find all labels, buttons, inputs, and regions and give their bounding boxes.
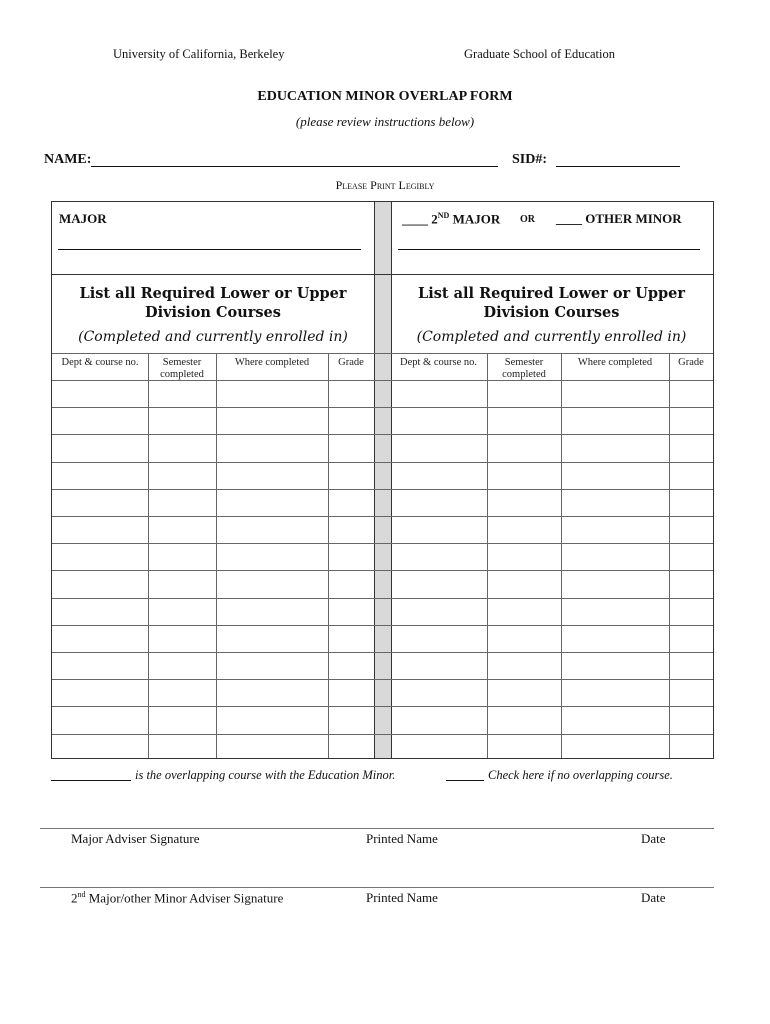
row-line bbox=[52, 598, 713, 599]
right-title-line1: List all Required Lower or Upper bbox=[418, 285, 685, 302]
second-major-blank: ____ bbox=[402, 211, 428, 227]
left-semester-cell[interactable] bbox=[149, 627, 215, 650]
left-dept-cell[interactable] bbox=[53, 654, 147, 677]
row-line bbox=[52, 380, 713, 381]
date-label-2: Date bbox=[641, 890, 666, 905]
right-semester-cell[interactable] bbox=[488, 545, 560, 568]
left-dept-cell[interactable] bbox=[53, 736, 147, 759]
left-grade-cell[interactable] bbox=[329, 409, 373, 432]
left-dept-cell[interactable] bbox=[53, 518, 147, 541]
right-grade-cell[interactable] bbox=[670, 491, 712, 514]
left-dept-cell[interactable] bbox=[53, 572, 147, 595]
left-col-semester: Semester completed bbox=[160, 357, 204, 380]
right-grade-cell[interactable] bbox=[670, 382, 712, 405]
right-where-cell[interactable] bbox=[562, 654, 668, 677]
right-grade-cell[interactable] bbox=[670, 600, 712, 623]
right-col-dept: Dept & course no. bbox=[400, 357, 477, 368]
right-where-cell[interactable] bbox=[562, 491, 668, 514]
left-semester-cell[interactable] bbox=[149, 464, 215, 487]
left-where-cell[interactable] bbox=[217, 409, 327, 432]
left-grade-cell[interactable] bbox=[329, 600, 373, 623]
no-overlap-text: Check here if no overlapping course. bbox=[488, 768, 673, 782]
left-grade-cell[interactable] bbox=[329, 518, 373, 541]
left-semester-cell[interactable] bbox=[149, 436, 215, 459]
row-line bbox=[52, 625, 713, 626]
right-where-cell[interactable] bbox=[562, 600, 668, 623]
second-major-label: MAJOR bbox=[449, 211, 501, 227]
left-dept-cell[interactable] bbox=[53, 681, 147, 704]
left-where-cell[interactable] bbox=[217, 382, 327, 405]
right-grade-cell[interactable] bbox=[670, 409, 712, 432]
right-semester-cell[interactable] bbox=[488, 736, 560, 759]
name-label: NAME: bbox=[44, 152, 92, 167]
left-where-cell[interactable] bbox=[217, 708, 327, 731]
right-where-cell[interactable] bbox=[562, 572, 668, 595]
right-col-semester: Semester completed bbox=[502, 357, 546, 380]
left-semester-cell[interactable] bbox=[149, 708, 215, 731]
left-where-cell[interactable] bbox=[217, 545, 327, 568]
major-label: MAJOR bbox=[59, 211, 107, 226]
right-dept-cell[interactable] bbox=[391, 736, 486, 759]
right-dept-cell[interactable] bbox=[391, 518, 486, 541]
right-grade-cell[interactable] bbox=[670, 572, 712, 595]
left-dept-cell[interactable] bbox=[53, 708, 147, 731]
left-semester-cell[interactable] bbox=[149, 654, 215, 677]
second-adviser-signature-label bbox=[71, 890, 283, 906]
left-col-where: Where completed bbox=[234, 357, 310, 368]
right-where-cell[interactable] bbox=[562, 708, 668, 731]
right-dept-cell[interactable] bbox=[391, 545, 486, 568]
left-grade-cell[interactable] bbox=[329, 681, 373, 704]
or-label: OR bbox=[520, 214, 535, 225]
right-grade-cell[interactable] bbox=[670, 654, 712, 677]
university-name: University of California, Berkeley bbox=[113, 47, 285, 61]
left-where-cell[interactable] bbox=[217, 572, 327, 595]
row-line bbox=[52, 652, 713, 653]
right-dept-cell[interactable] bbox=[391, 681, 486, 704]
right-where-cell[interactable] bbox=[562, 409, 668, 432]
right-dept-cell[interactable] bbox=[391, 464, 486, 487]
row-line bbox=[52, 734, 713, 735]
right-title-line2: Division Courses bbox=[483, 304, 620, 321]
left-where-cell[interactable] bbox=[217, 627, 327, 650]
right-where-cell[interactable] bbox=[562, 545, 668, 568]
right-dept-cell[interactable] bbox=[391, 600, 486, 623]
left-where-cell[interactable] bbox=[217, 654, 327, 677]
left-dept-cell[interactable] bbox=[53, 464, 147, 487]
right-semester-cell[interactable] bbox=[488, 491, 560, 514]
sig2-num: 2 bbox=[71, 890, 78, 906]
right-semester-cell[interactable] bbox=[488, 708, 560, 731]
right-dept-cell[interactable] bbox=[391, 436, 486, 459]
left-title-line1: List all Required Lower or Upper bbox=[79, 285, 347, 302]
left-semester-cell[interactable] bbox=[149, 600, 215, 623]
row-line bbox=[52, 407, 713, 408]
left-grade-cell[interactable] bbox=[329, 382, 373, 405]
second-major-field[interactable] bbox=[398, 249, 700, 250]
right-grade-cell[interactable] bbox=[670, 464, 712, 487]
right-grade-cell[interactable] bbox=[670, 436, 712, 459]
right-dept-cell[interactable] bbox=[391, 382, 486, 405]
left-where-cell[interactable] bbox=[217, 491, 327, 514]
section-separator bbox=[52, 274, 713, 275]
form-title: EDUCATION MINOR OVERLAP FORM bbox=[257, 89, 513, 104]
print-legibly-notice: Please Print Legibly bbox=[335, 178, 435, 192]
right-grade-cell[interactable] bbox=[670, 627, 712, 650]
right-where-cell[interactable] bbox=[562, 627, 668, 650]
left-dept-cell[interactable] bbox=[53, 600, 147, 623]
right-dept-cell[interactable] bbox=[391, 491, 486, 514]
left-semester-cell[interactable] bbox=[149, 491, 215, 514]
right-semester-cell[interactable] bbox=[488, 681, 560, 704]
date-label-1: Date bbox=[641, 831, 666, 846]
row-line bbox=[52, 462, 713, 463]
row-line bbox=[52, 434, 713, 435]
other-minor-label: OTHER MINOR bbox=[582, 211, 682, 226]
right-where-cell[interactable] bbox=[562, 736, 668, 759]
signature-line-1[interactable] bbox=[40, 828, 714, 829]
form-subtitle: (please review instructions below) bbox=[295, 114, 475, 129]
left-section-subtitle: (Completed and currently enrolled in) bbox=[78, 329, 348, 345]
left-dept-cell[interactable] bbox=[53, 627, 147, 650]
right-semester-cell[interactable] bbox=[488, 464, 560, 487]
row-line bbox=[52, 570, 713, 571]
right-semester-cell[interactable] bbox=[488, 654, 560, 677]
left-section-title bbox=[52, 284, 374, 322]
left-dept-cell[interactable] bbox=[53, 436, 147, 459]
right-col-where: Where completed bbox=[577, 357, 653, 368]
right-grade-cell[interactable] bbox=[670, 518, 712, 541]
right-col-grade: Grade bbox=[678, 357, 704, 368]
right-dept-cell[interactable] bbox=[391, 708, 486, 731]
right-semester-cell[interactable] bbox=[488, 382, 560, 405]
left-grade-cell[interactable] bbox=[329, 545, 373, 568]
sig2-sup: nd bbox=[77, 890, 86, 899]
left-grade-cell[interactable] bbox=[329, 572, 373, 595]
left-semester-cell[interactable] bbox=[149, 572, 215, 595]
left-where-cell[interactable] bbox=[217, 436, 327, 459]
left-semester-cell[interactable] bbox=[149, 409, 215, 432]
left-where-cell[interactable] bbox=[217, 464, 327, 487]
sig2-rest: Major/other Minor Adviser Signature bbox=[85, 890, 284, 906]
right-dept-cell[interactable] bbox=[391, 654, 486, 677]
signature-line-2[interactable] bbox=[40, 887, 714, 888]
course-table bbox=[51, 201, 714, 759]
school-name: Graduate School of Education bbox=[464, 47, 615, 61]
left-grade-cell[interactable] bbox=[329, 654, 373, 677]
row-line bbox=[52, 489, 713, 490]
printed-name-label-1: Printed Name bbox=[366, 831, 438, 846]
second-major-option[interactable] bbox=[402, 211, 500, 227]
left-where-cell[interactable] bbox=[217, 681, 327, 704]
overlap-text: is the overlapping course with the Education Minor. bbox=[135, 768, 396, 782]
left-dept-cell[interactable] bbox=[53, 409, 147, 432]
left-semester-cell[interactable] bbox=[149, 681, 215, 704]
left-grade-cell[interactable] bbox=[329, 464, 373, 487]
left-semester-cell[interactable] bbox=[149, 382, 215, 405]
right-section-subtitle: (Completed and currently enrolled in) bbox=[416, 329, 687, 345]
left-semester-cell[interactable] bbox=[149, 545, 215, 568]
row-line bbox=[52, 706, 713, 707]
left-semester-cell[interactable] bbox=[149, 518, 215, 541]
row-line bbox=[52, 543, 713, 544]
right-section-title bbox=[390, 284, 713, 322]
sid-field[interactable] bbox=[556, 166, 680, 167]
right-semester-cell[interactable] bbox=[488, 572, 560, 595]
other-minor-option[interactable] bbox=[556, 211, 682, 227]
right-dept-cell[interactable] bbox=[391, 409, 486, 432]
right-semester-cell[interactable] bbox=[488, 627, 560, 650]
right-dept-cell[interactable] bbox=[391, 572, 486, 595]
left-where-cell[interactable] bbox=[217, 736, 327, 759]
right-where-cell[interactable] bbox=[562, 436, 668, 459]
left-grade-cell[interactable] bbox=[329, 708, 373, 731]
right-grade-cell[interactable] bbox=[670, 708, 712, 731]
row-line bbox=[52, 516, 713, 517]
name-field[interactable] bbox=[91, 166, 498, 167]
right-where-cell[interactable] bbox=[562, 382, 668, 405]
right-semester-cell[interactable] bbox=[488, 409, 560, 432]
left-col-dept: Dept & course no. bbox=[61, 357, 139, 368]
left-grade-cell[interactable] bbox=[329, 436, 373, 459]
left-title-line2: Division Courses bbox=[145, 304, 281, 321]
right-grade-cell[interactable] bbox=[670, 545, 712, 568]
other-minor-blank: ____ bbox=[556, 211, 582, 226]
left-grade-cell[interactable] bbox=[329, 736, 373, 759]
right-semester-cell[interactable] bbox=[488, 436, 560, 459]
major-field[interactable] bbox=[58, 249, 361, 250]
left-dept-cell[interactable] bbox=[53, 545, 147, 568]
left-grade-cell[interactable] bbox=[329, 627, 373, 650]
right-semester-cell[interactable] bbox=[488, 518, 560, 541]
left-dept-cell[interactable] bbox=[53, 382, 147, 405]
left-grade-cell[interactable] bbox=[329, 491, 373, 514]
printed-name-label-2: Printed Name bbox=[366, 890, 438, 905]
right-grade-cell[interactable] bbox=[670, 681, 712, 704]
left-dept-cell[interactable] bbox=[53, 491, 147, 514]
no-overlap-checkbox[interactable] bbox=[446, 780, 484, 781]
left-where-cell[interactable] bbox=[217, 600, 327, 623]
second-major-num: 2 bbox=[431, 211, 438, 227]
row-line bbox=[52, 679, 713, 680]
second-major-sup: ND bbox=[437, 211, 450, 220]
right-where-cell[interactable] bbox=[562, 518, 668, 541]
header-row-top-line bbox=[52, 353, 713, 354]
left-where-cell[interactable] bbox=[217, 518, 327, 541]
right-dept-cell[interactable] bbox=[391, 627, 486, 650]
left-col-grade: Grade bbox=[338, 357, 364, 368]
right-semester-cell[interactable] bbox=[488, 600, 560, 623]
right-grade-cell[interactable] bbox=[670, 736, 712, 759]
right-where-cell[interactable] bbox=[562, 681, 668, 704]
major-adviser-signature-label: Major Adviser Signature bbox=[71, 831, 200, 846]
left-semester-cell[interactable] bbox=[149, 736, 215, 759]
right-where-cell[interactable] bbox=[562, 464, 668, 487]
overlap-course-field[interactable] bbox=[51, 780, 131, 781]
sid-label: SID#: bbox=[512, 152, 548, 167]
